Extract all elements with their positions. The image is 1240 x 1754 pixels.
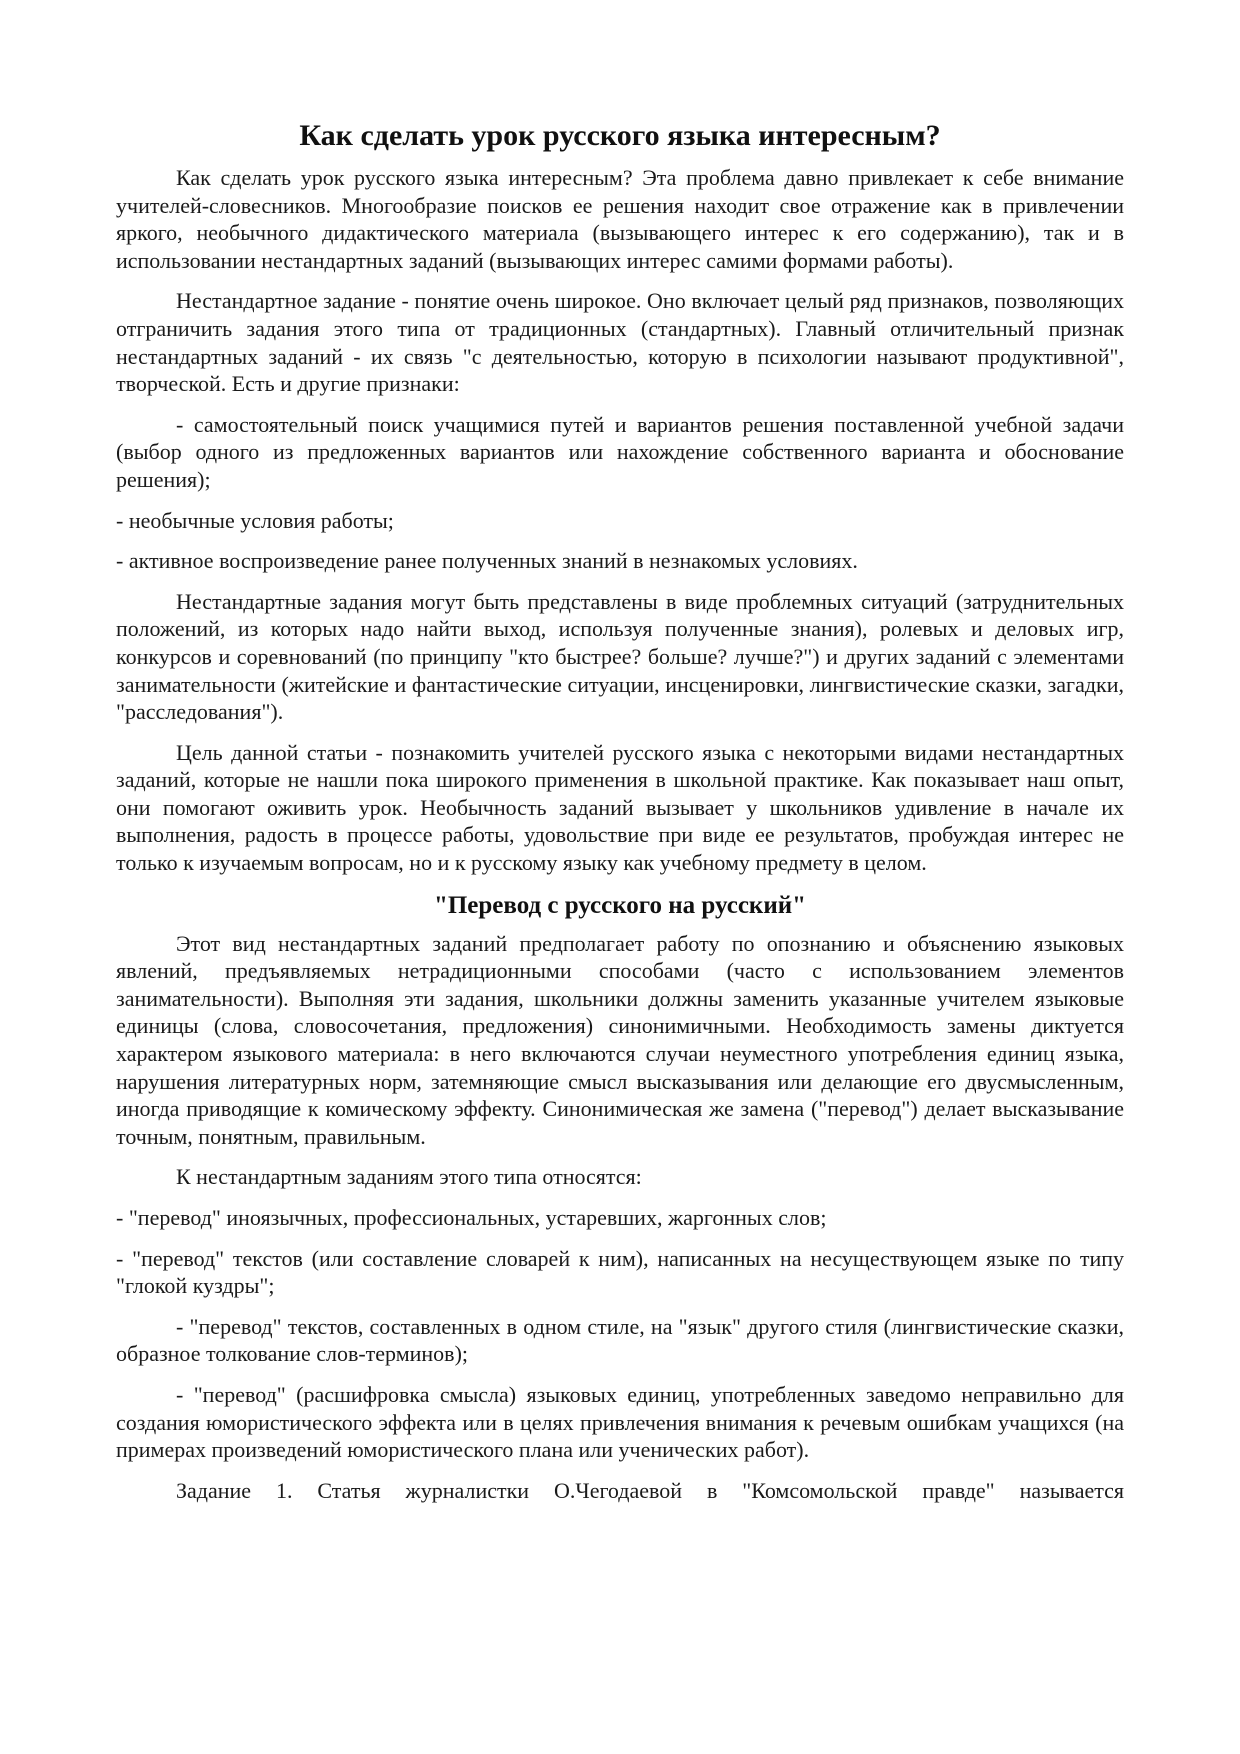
task-1-paragraph: Задание 1. Статья журналистки О.Чегодаевой в "Комсомольской правде" называется bbox=[176, 1477, 1124, 1503]
intro-list-item-2: - необычные условия работы; bbox=[116, 507, 394, 533]
section-title: "Перевод с русского на русский" bbox=[433, 891, 807, 919]
intro-paragraph-2: Нестандартное задание - понятие очень широкое. Оно включает целый ряд признаков, позволяющих отграничить задания этого типа от традиционных (стандартных). Главный отличительный признак нестандартных заданий - их связь "с деятельностью, которую в психологии называют продуктивной", творческой. Есть и другие признаки: bbox=[116, 288, 1124, 397]
section-list-item-1: - "перевод" иноязычных, профессиональных, устаревших, жаргонных слов; bbox=[116, 1205, 827, 1230]
document-title: Как сделать урок русского языка интересным? bbox=[299, 119, 941, 152]
section-paragraph-1: Этот вид нестандартных заданий предполагает работу по опознанию и объяснению языковых явлений, предъявляемых нетрадиционными способами (часто с использованием элементов занимательности). Выполняя эти задания, школьники должны заменить указанные учителем языковые единицы (слова, словосочетания, предложения) синонимичными. Необходимость замены диктуется характером языкового материала: в него включаются случаи неуместного употребления единиц языка, нарушения литературных норм, затемняющие смысл высказывания или делающие его двусмысленным, иногда приводящие к комическому эффекту. Синонимическая же замена ("перевод") делает высказывание точным, понятным, правильным. bbox=[116, 930, 1124, 1149]
intro-list-item-3: - активное воспроизведение ранее полученных знаний в незнакомых условиях. bbox=[116, 548, 858, 574]
intro-paragraph-4: Цель данной статьи - познакомить учителей русского языка с некоторыми видами нестандартных заданий, которые не нашли пока широкого применения в школьной практике. Как показывает наш опыт, они помогают оживить урок. Необычность заданий вызывает у школьников удивление в начале их выполнения, радость в процессе работы, удовольствие при виде ее результатов, пробуждая интерес не только к изучаемым вопросам, но и к русскому языку как учебному предмету в целом. bbox=[116, 739, 1124, 876]
section-paragraph-2: К нестандартным заданиям этого типа относятся: bbox=[176, 1164, 642, 1190]
intro-paragraph-1: Как сделать урок русского языка интересным? Эта проблема давно привлекает к себе внимание учителей-словесников. Многообразие поисков ее решения находит свое отражение как в привлечении яркого, необычного дидактического материала (вызывающего интерес к его содержанию), так и в использовании нестандартных заданий (вызывающих интерес самими формами работы). bbox=[116, 165, 1124, 273]
intro-list-item-1: - самостоятельный поиск учащимися путей и вариантов решения поставленной учебной задачи (выбор одного из предложенных вариантов или нахождение собственного варианта и обоснование решения); bbox=[116, 411, 1124, 492]
intro-paragraph-3: Нестандартные задания могут быть представлены в виде проблемных ситуаций (затруднительных положений, из которых надо найти выход, используя полученные знания), ролевых и деловых игр, конкурсов и соревнований (по принципу "кто быстрее? больше? лучше?") и других заданий с элементами занимательности (житейские и фантастические ситуации, инсценировки, лингвистические сказки, загадки, "расследования"). bbox=[116, 588, 1124, 725]
section-list-item-2: - "перевод" текстов (или составление словарей к ним), написанных на несуществующем языке по типу "глокой куздры"; bbox=[116, 1245, 1124, 1299]
section-list-item-3: - "перевод" текстов, составленных в одном стиле, на "язык" другого стиля (лингвистические сказки, образное толкование слов-терминов); bbox=[116, 1313, 1124, 1367]
section-list-item-4: - "перевод" (расшифровка смысла) языковых единиц, употребленных заведомо неправильно для создания юмористического эффекта или в целях привлечения внимания к речевым ошибкам учащихся (на примерах произведений юмористического плана или ученических работ). bbox=[116, 1381, 1124, 1463]
document-page bbox=[116, 118, 1124, 1517]
